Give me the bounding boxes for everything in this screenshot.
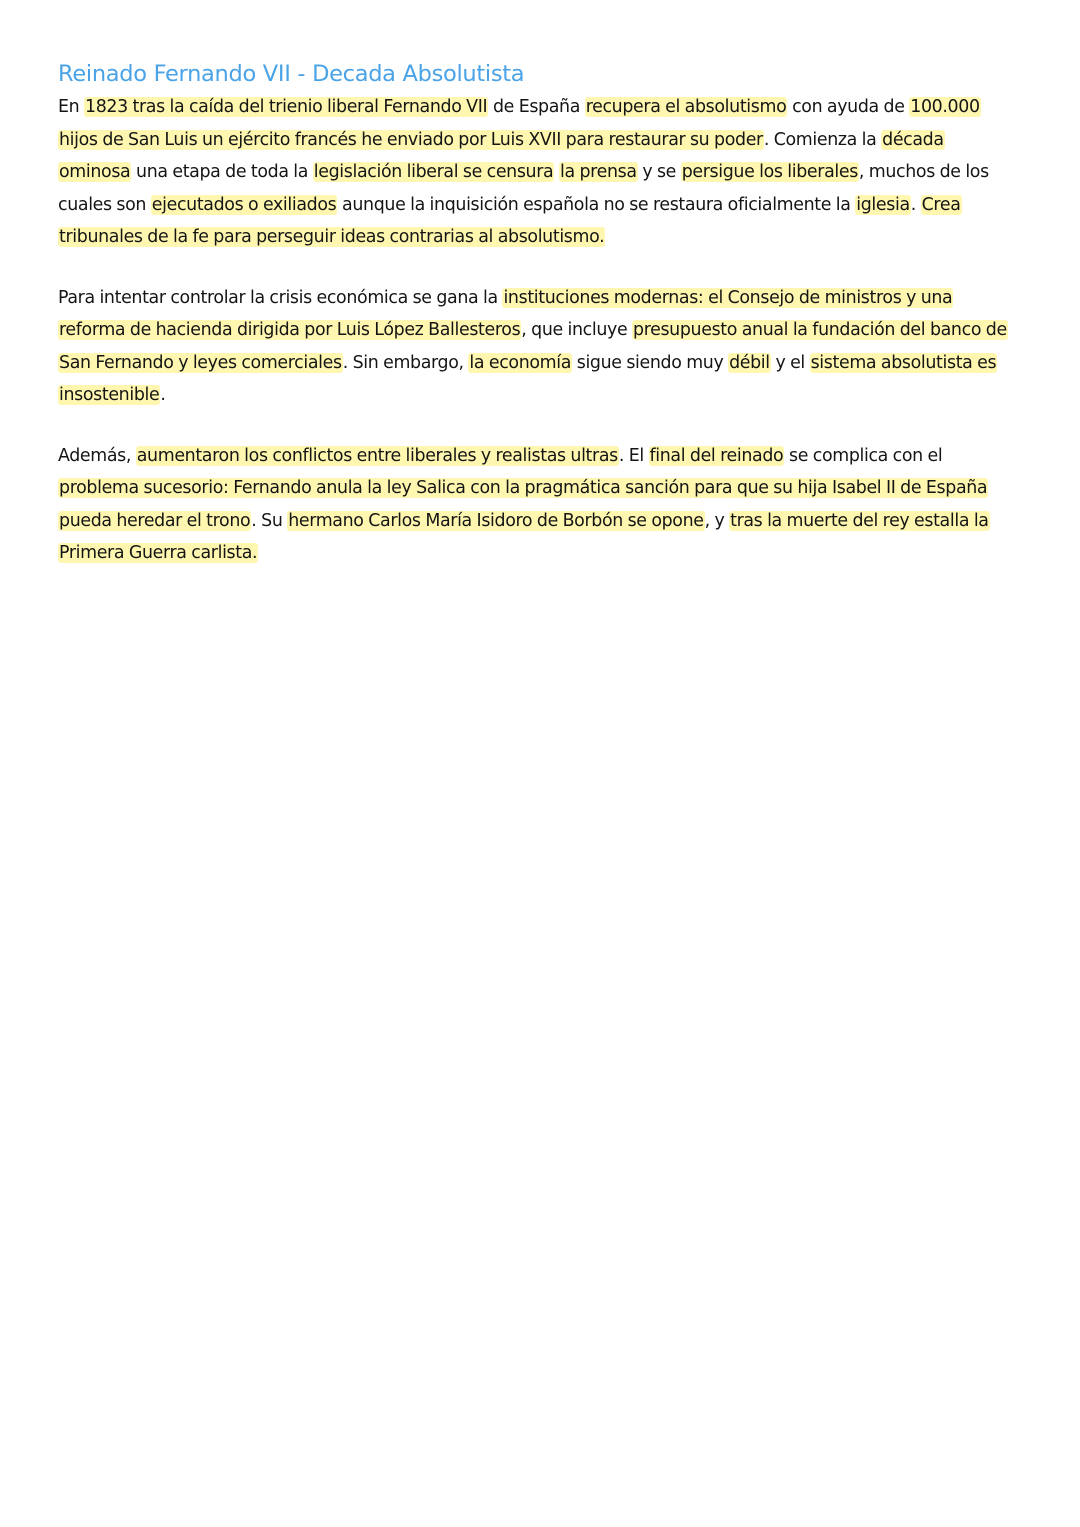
- text-run: y el: [770, 352, 810, 373]
- document-title: Reinado Fernando VII - Decada Absolutista: [58, 61, 525, 87]
- highlighted-text: la economía: [469, 352, 572, 373]
- highlighted-text: 1823 tras la caída del trienio liberal Fernando VII: [85, 97, 488, 117]
- text-run: , que incluye: [521, 320, 633, 340]
- text-run: una etapa de toda la: [131, 162, 313, 182]
- text-run: . El: [618, 445, 649, 466]
- text-run: de España: [488, 97, 585, 117]
- highlighted-text: sistema absolutista es insostenible: [59, 352, 997, 405]
- highlighted-text: tras la muerte del rey estalla la Primera Guerra carlista.: [59, 510, 989, 563]
- highlighted-text: presupuesto anual la fundación del banco de San Fernando y leyes comerciales: [59, 320, 1007, 373]
- highlighted-text: instituciones modernas: el Consejo de ministros y una reforma de hacienda dirigida por Luis López Ballesteros: [59, 287, 953, 340]
- text-run: aunque la inquisición española no se restaura oficialmente la: [337, 194, 856, 215]
- text-run: .: [160, 385, 166, 405]
- highlighted-text: problema sucesorio: Fernando anula la ley Salica con la pragmática sanción para que su hija Isabel II de España pueda heredar el trono: [59, 478, 988, 531]
- document-body: [58, 91, 1008, 570]
- text-run: con ayuda de: [787, 97, 910, 117]
- highlighted-text: aumentaron los conflictos entre liberales y realistas ultras: [136, 445, 618, 466]
- text-run: Además,: [58, 445, 136, 466]
- text-run: En: [58, 97, 84, 117]
- highlighted-text: legislación liberal se censura: [313, 162, 554, 182]
- highlighted-text: Crea tribunales de la fe para perseguir ideas contrarias al absolutismo.: [59, 194, 961, 247]
- highlighted-text: final del reinado: [649, 445, 784, 466]
- paragraph-3: [58, 440, 1008, 570]
- highlighted-text: recupera el absolutismo: [585, 97, 787, 117]
- highlighted-text: 100.000 hijos de San Luis un ejército francés he enviado por Luis XVII para restaurar su poder: [59, 97, 980, 150]
- text-run: se complica con el: [784, 445, 943, 466]
- paragraph-1: [58, 91, 1008, 254]
- document-page: [58, 58, 1008, 598]
- highlighted-text: década ominosa: [59, 129, 944, 182]
- highlighted-text: hermano Carlos María Isidoro de Borbón se opone: [288, 510, 704, 531]
- text-run: .: [910, 194, 921, 215]
- highlighted-text: ejecutados o exiliados: [151, 194, 337, 215]
- paragraph-2: [58, 282, 1008, 412]
- text-run: Para intentar controlar la crisis económica se gana la: [58, 287, 503, 308]
- highlighted-text: débil: [729, 352, 770, 373]
- highlighted-text: la prensa: [560, 162, 637, 182]
- highlighted-text: iglesia: [856, 194, 910, 215]
- text-run: . Sin embargo,: [342, 352, 469, 373]
- text-run: y se: [637, 162, 681, 182]
- text-run: . Su: [251, 510, 288, 531]
- text-run: , y: [704, 510, 730, 531]
- highlighted-text: persigue los liberales: [681, 162, 858, 182]
- text-run: . Comienza la: [763, 129, 882, 150]
- text-run: , muchos de los cuales son: [58, 162, 989, 215]
- text-run: sigue siendo muy: [572, 352, 729, 373]
